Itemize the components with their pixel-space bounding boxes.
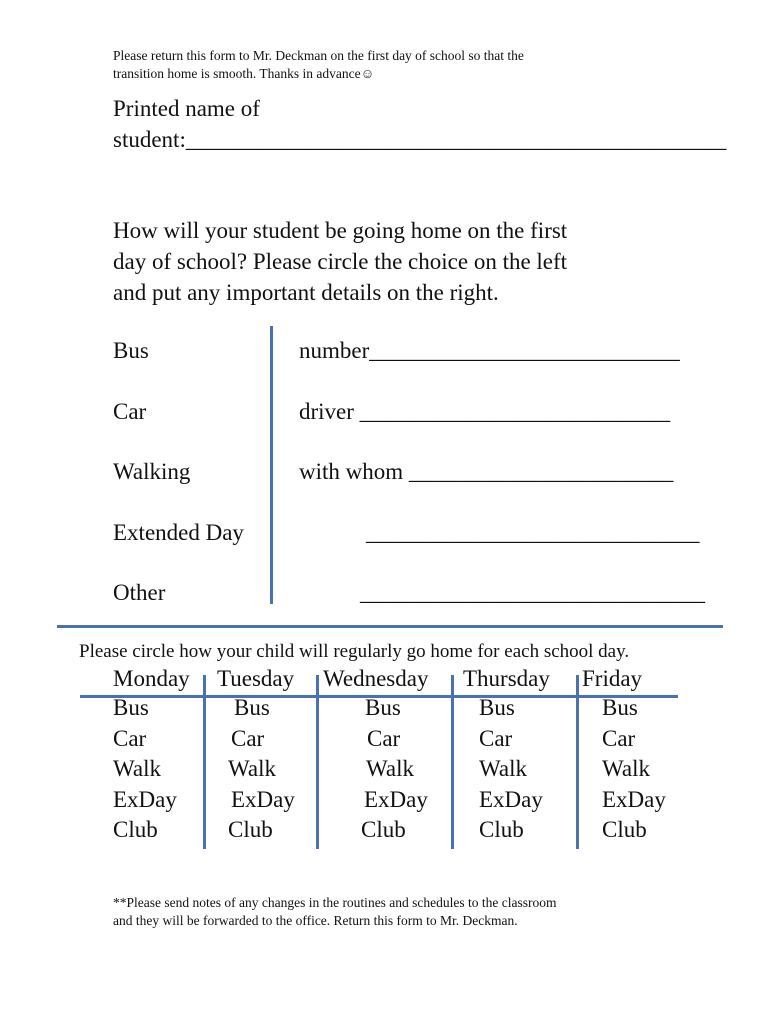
option-car[interactable]: Car — [602, 725, 636, 751]
weekly-col-divider-2 — [316, 675, 319, 849]
weekly-col-divider-1 — [203, 675, 206, 849]
option-club[interactable]: Club — [602, 817, 647, 842]
option-walk[interactable]: Walk — [602, 756, 650, 781]
choice-extended-day-detail[interactable]: _____________________________ — [366, 520, 700, 545]
choice-bus[interactable]: Bus — [113, 338, 149, 363]
day-header-friday: Friday — [582, 666, 643, 691]
choice-car[interactable]: Car — [113, 399, 147, 424]
option-walk[interactable]: Walk — [113, 756, 161, 781]
student-name-label: Printed name of — [113, 96, 260, 121]
option-exday[interactable]: ExDay — [364, 786, 428, 812]
intro-line-2: transition home is smooth. Thanks in advance☺ — [113, 66, 375, 81]
weekly-instruction: Please circle how your child will regularly go home for each school day. — [79, 641, 630, 662]
choice-walking[interactable]: Walking — [113, 459, 191, 484]
option-exday[interactable]: ExDay — [231, 786, 295, 812]
day-header-thursday: Thursday — [463, 666, 550, 691]
student-name-field[interactable]: student:_______________________________________________ — [113, 127, 727, 152]
choice-extended-day[interactable]: Extended Day — [113, 520, 244, 545]
option-club[interactable]: Club — [228, 817, 273, 842]
day-column-wednesday — [323, 665, 428, 846]
choices-divider — [270, 326, 273, 604]
option-club[interactable]: Club — [361, 817, 406, 842]
choice-other-detail[interactable]: ______________________________ — [360, 580, 705, 605]
option-bus[interactable]: Bus — [234, 695, 270, 720]
weekly-col-divider-4 — [576, 675, 579, 849]
day-column-tuesday — [217, 665, 295, 846]
choice-walking-detail[interactable]: with whom _______________________ — [299, 459, 674, 484]
option-car[interactable]: Car — [231, 725, 265, 751]
footer-line-1: **Please send notes of any changes in the routines and schedules to the classroom — [113, 895, 557, 910]
choice-bus-detail[interactable]: number___________________________ — [299, 338, 680, 363]
day-column-thursday — [463, 665, 550, 846]
day-header-tuesday: Tuesday — [217, 666, 295, 691]
option-bus[interactable]: Bus — [479, 695, 515, 720]
choice-car-detail[interactable]: driver ___________________________ — [299, 399, 671, 424]
option-car[interactable]: Car — [113, 725, 147, 751]
option-walk[interactable]: Walk — [228, 756, 276, 781]
option-bus[interactable]: Bus — [365, 695, 401, 720]
option-club[interactable]: Club — [479, 817, 524, 842]
intro-line-1: Please return this form to Mr. Deckman on the first day of school so that the — [113, 48, 524, 63]
question-line-3: and put any important details on the right. — [113, 280, 499, 305]
footer-line-2: and they will be forwarded to the office. Return this form to Mr. Deckman. — [113, 913, 518, 928]
section-divider — [57, 625, 723, 628]
option-club[interactable]: Club — [113, 817, 158, 842]
option-exday[interactable]: ExDay — [602, 786, 666, 812]
option-walk[interactable]: Walk — [479, 756, 527, 781]
day-column-monday — [113, 665, 190, 846]
day-column-friday — [582, 665, 666, 846]
choice-other[interactable]: Other — [113, 580, 166, 605]
weekly-col-divider-3 — [451, 675, 454, 849]
day-header-monday: Monday — [113, 666, 190, 691]
option-walk[interactable]: Walk — [366, 756, 414, 781]
day-header-wednesday: Wednesday — [323, 666, 429, 691]
option-car[interactable]: Car — [367, 725, 401, 751]
option-exday[interactable]: ExDay — [479, 786, 543, 812]
question-line-1: How will your student be going home on the first — [113, 218, 568, 243]
option-bus[interactable]: Bus — [602, 695, 638, 720]
question-line-2: day of school? Please circle the choice on the left — [113, 249, 568, 274]
option-bus[interactable]: Bus — [113, 695, 149, 720]
option-exday[interactable]: ExDay — [113, 786, 177, 812]
option-car[interactable]: Car — [479, 725, 513, 751]
